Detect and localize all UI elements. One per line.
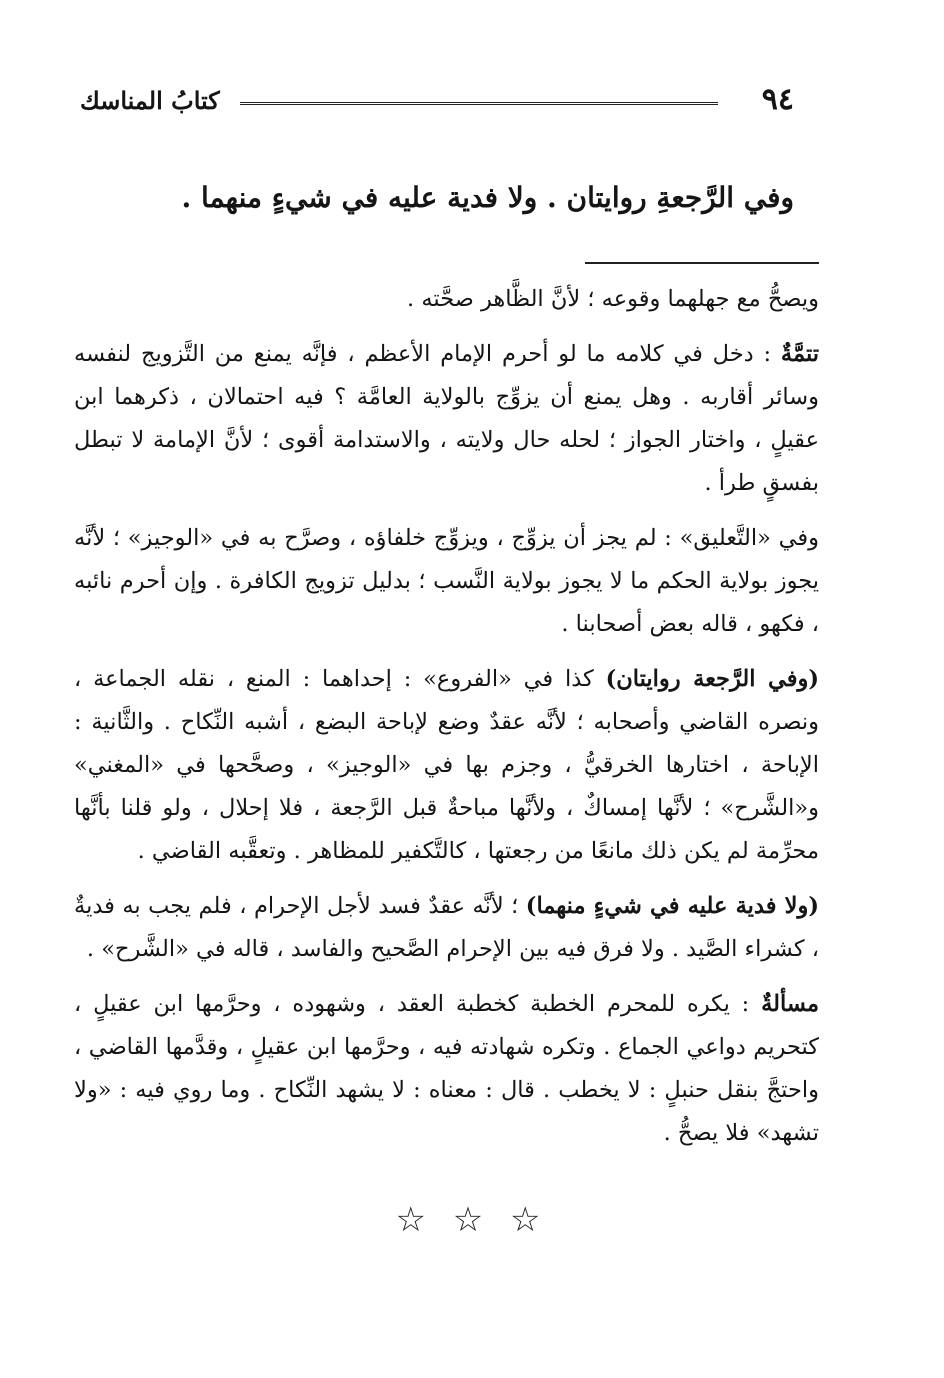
paragraph	[74, 333, 819, 505]
paragraph-text: ويصحُّ مع جهلهما وقوعه ؛ لأنَّ الظَّاهر صحَّته .	[407, 286, 819, 312]
paragraph	[74, 658, 819, 873]
header-rule	[240, 102, 718, 105]
matn-text: وفي الرَّجعةِ روايتان . ولا فدية عليه في شيءٍ منهما .	[181, 181, 794, 214]
paragraph	[74, 885, 819, 971]
paragraph	[74, 517, 819, 646]
paragraph-text: ؛ لأنَّه عقدٌ فسد لأجل الإحرام ، فلم يجب به فديةٌ ، كشراء الصَّيد . ولا فرق فيه بين الإحرام الصَّحيح والفاسد ، قاله في «الشَّرح» .	[74, 893, 819, 962]
end-stars-ornament: ☆ ☆ ☆	[395, 1200, 549, 1240]
paragraph-lead: (ولا فدية عليه في شيءٍ منهما)	[525, 893, 819, 919]
paragraph	[74, 983, 819, 1155]
footnote-separator	[585, 262, 819, 264]
paragraph	[74, 278, 819, 321]
running-title: كتابُ المناسك	[80, 86, 220, 115]
page-header	[80, 80, 794, 124]
paragraph-text: كذا في «الفروع» : إحداهما : المنع ، نقله الجماعة ، ونصره القاضي وأصحابه ؛ لأنَّه عقدٌ وضع لإباحة البضع ، أشبه النِّكاح . والثَّانية : الإباحة ، اختارها الخرقيُّ ، وجزم بها في «الوجيز» ، وصحَّحها في «المغني» و«الشَّرح» ؛ لأنَّها إمساكٌ ، ولأنَّها مباحةٌ قبل الرَّجعة ، فلا إحلال ، ولو قلنا بأنَّها محرِّمة لم يكن ذلك مانعًا من رجعتها ، كالتَّكفير للمظاهر . وتعقَّبه القاضي .	[74, 666, 819, 864]
paragraph-lead: (وفي الرَّجعة روايتان)	[605, 666, 820, 692]
paragraph-text: : يكره للمحرم الخطبة كخطبة العقد ، وشهوده ، وحرَّمها ابن عقيلٍ ، كتحريم دواعي الجماع . وتكره شهادته فيه ، وحرَّمها ابن عقيلٍ ، وقدَّمها القاضي ، واحتجَّ بنقل حنبلٍ : لا يخطب . قال : معناه : لا يشهد النِّكاح . وما روي فيه : «ولا تشهد» فلا يصحُّ .	[74, 991, 819, 1146]
commentary-body	[74, 278, 819, 1167]
paragraph-text: : دخل في كلامه ما لو أحرم الإمام الأعظم ، فإنَّه يمنع من التَّزويج لنفسه وسائر أقاربه . وهل يمنع أن يزوِّج بالولاية العامَّة ؟ فيه احتمالان ، ذكرهما ابن عقيلٍ ، واختار الجواز ؛ لحله حال ولايته ، والاستدامة أقوى ؛ لأنَّ الإمامة لا تبطل بفسقٍ طرأ .	[74, 341, 819, 496]
page-number: ٩٤	[761, 82, 794, 117]
paragraph-lead: مسألةٌ	[761, 991, 819, 1017]
paragraph-text: وفي «التَّعليق» : لم يجز أن يزوِّج ، ويزوِّج خلفاؤه ، وصرَّح به في «الوجيز» ؛ لأنَّه يجوز بولاية الحكم ما لا يجوز بولاية النَّسب ؛ بدليل تزويج الكافرة . وإن أحرم نائبه ، فكهو ، قاله بعض أصحابنا .	[74, 525, 819, 637]
paragraph-lead: تتمَّةٌ	[780, 341, 819, 367]
